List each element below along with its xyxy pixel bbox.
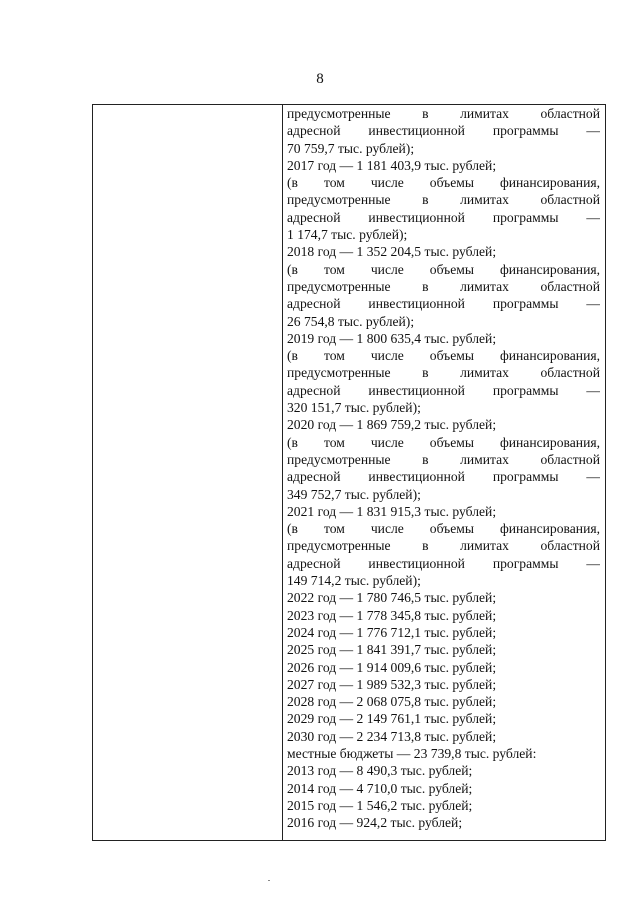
text-line: (в том числе объемы финансирования, — [287, 521, 600, 537]
text-line: 2019 год — 1 800 635,4 тыс. рублей; — [287, 330, 497, 346]
text-line: 149 714,2 тыс. рублей); — [287, 573, 421, 589]
text-line: местные бюджеты — 23 739,8 тыс. рублей: — [287, 745, 537, 761]
text-line: 2018 год — 1 352 204,5 тыс. рублей; — [287, 244, 497, 260]
text-line: 70 759,7 тыс. рублей); — [287, 140, 415, 156]
text-line: 2022 год — 1 780 746,5 тыс. рублей; — [287, 590, 497, 606]
text-line: (в том числе объемы финансирования, — [287, 175, 600, 191]
text-line: 2014 год — 4 710,0 тыс. рублей; — [287, 780, 473, 796]
text-line: (в том числе объемы финансирования, — [287, 261, 600, 277]
text-line: 2029 год — 2 149 761,1 тыс. рублей; — [287, 711, 497, 727]
text-line: 2025 год — 1 841 391,7 тыс. рублей; — [287, 642, 497, 658]
text-line: 2021 год — 1 831 915,3 тыс. рублей; — [287, 503, 497, 519]
text-line: предусмотренные в лимитах областной — [287, 451, 600, 467]
text-line: адресной инвестиционной программы — — [287, 296, 600, 312]
text-line: 2017 год — 1 181 403,9 тыс. рублей; — [287, 157, 497, 173]
text-line: 2013 год — 8 490,3 тыс. рублей; — [287, 763, 473, 779]
text-line: 2027 год — 1 989 532,3 тыс. рублей; — [287, 676, 497, 692]
text-line: 320 151,7 тыс. рублей); — [287, 400, 421, 416]
text-line: 1 174,7 тыс. рублей); — [287, 227, 408, 243]
text-line: адресной инвестиционной программы — — [287, 123, 600, 139]
scan-artifact — [268, 880, 270, 881]
table-right-cell — [287, 105, 600, 831]
text-line: 2030 год — 2 234 713,8 тыс. рублей; — [287, 728, 497, 744]
text-line: 2020 год — 1 869 759,2 тыс. рублей; — [287, 417, 497, 433]
column-divider — [282, 105, 283, 840]
page-number: 8 — [316, 71, 324, 87]
text-line: адресной инвестиционной программы — — [287, 469, 600, 485]
text-line: (в том числе объемы финансирования, — [287, 348, 600, 364]
text-line: 2024 год — 1 776 712,1 тыс. рублей; — [287, 624, 497, 640]
text-line: 2028 год — 2 068 075,8 тыс. рублей; — [287, 694, 497, 710]
funding-table — [92, 104, 606, 841]
text-line: предусмотренные в лимитах областной — [287, 192, 600, 208]
text-line: 2023 год — 1 778 345,8 тыс. рублей; — [287, 607, 497, 623]
text-line: предусмотренные в лимитах областной — [287, 538, 600, 554]
text-line: 349 752,7 тыс. рублей); — [287, 486, 421, 502]
text-line: адресной инвестиционной программы — — [287, 382, 600, 398]
text-line: 2026 год — 1 914 009,6 тыс. рублей; — [287, 659, 497, 675]
text-line: предусмотренные в лимитах областной — [287, 106, 600, 121]
text-line: 26 754,8 тыс. рублей); — [287, 313, 415, 329]
text-line: 2015 год — 1 546,2 тыс. рублей; — [287, 797, 473, 813]
text-line: предусмотренные в лимитах областной — [287, 365, 600, 381]
text-line: 2016 год — 924,2 тыс. рублей; — [287, 815, 463, 831]
text-line: адресной инвестиционной программы — — [287, 555, 600, 571]
text-line: (в том числе объемы финансирования, — [287, 434, 600, 450]
text-line: адресной инвестиционной программы — — [287, 209, 600, 225]
text-line: предусмотренные в лимитах областной — [287, 278, 600, 294]
